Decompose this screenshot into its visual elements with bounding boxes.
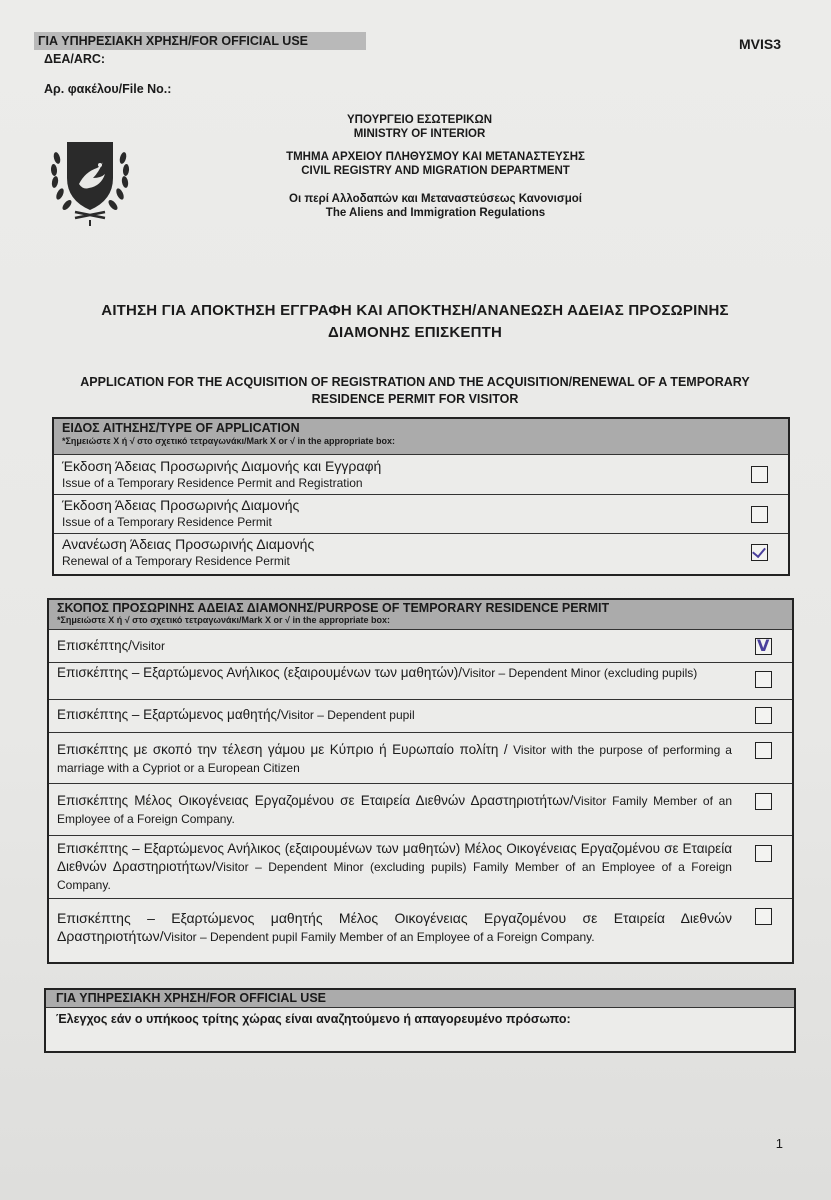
checkbox[interactable] xyxy=(755,845,772,862)
section-instruction: *Σημειώστε Χ ή √ στο σχετικό τετραγωνάκι/Mark X or √ in the appropriate box: xyxy=(62,436,395,446)
checkbox-checked[interactable] xyxy=(751,544,768,561)
official-use-section xyxy=(44,988,796,1053)
section-heading: ΓΙΑ ΥΠΗΡΕΣΙΑΚΗ ΧΡΗΣΗ/FOR OFFICIAL USE xyxy=(56,991,326,1005)
form-title-gr-line1: ΑΙΤΗΣΗ ΓΙΑ ΑΠΟΚΤΗΣΗ ΕΓΓΡΑΦΗ ΚΑΙ ΑΠΟΚΤΗΣΗ/ΑΝΑΝΕΩΣΗ ΑΔΕΙΑΣ ΠΡΟΣΩΡΙΝΗΣ xyxy=(101,302,729,319)
ministry-en: MINISTRY OF INTERIOR xyxy=(353,128,486,140)
option-label-en: Visitor with the purpose of performing a marriage with a Cypriot or a European Citizen xyxy=(57,743,732,775)
section-heading: ΣΚΟΠΟΣ ΠΡΟΣΩΡΙΝΗΣ ΑΔΕΙΑΣ ΔΙΑΜΟΝΗΣ/PURPOSE OF TEMPORARY RESIDENCE PERMIT xyxy=(57,601,610,615)
checkbox[interactable] xyxy=(751,466,768,483)
arc-label: ΔΕΑ/ARC: xyxy=(44,52,106,66)
checkbox[interactable] xyxy=(755,671,772,688)
option-label-gr: Επισκέπτης – Εξαρτώμενος μαθητής/ xyxy=(57,707,281,722)
file-no-label: Αρ. φακέλου/File No.: xyxy=(44,82,172,96)
option-label-en: Visitor – Dependent Minor (excluding pupils) xyxy=(462,666,698,680)
ministry-heading xyxy=(4,113,831,141)
option-label xyxy=(57,792,732,828)
option-label-gr: Επισκέπτης – Εξαρτώμενος μαθητής Μέλος Οικογένειας Εργαζομένου σε Εταιρεία Διεθνών Δραστηριοτήτων/ xyxy=(57,910,732,944)
official-use-check-text: Έλεγχος εάν ο υπήκοος τρίτης χώρας είναι αναζητούμενο ή απαγορευμένο πρόσωπο: xyxy=(56,1012,571,1026)
form-title-gr xyxy=(60,300,770,344)
option-label-en: Issue of a Temporary Residence Permit and Registration xyxy=(62,476,363,490)
checkbox[interactable] xyxy=(755,793,772,810)
option-label-gr: Έκδοση Άδειας Προσωρινής Διαμονής και Εγγραφή xyxy=(62,458,382,474)
department-en: CIVIL REGISTRY AND MIGRATION DEPARTMENT xyxy=(301,165,570,177)
department-gr: ΤΜΗΜΑ ΑΡΧΕΙΟΥ ΠΛΗΘΥΣΜΟΥ ΚΑΙ ΜΕΤΑΝΑΣΤΕΥΣΗΣ xyxy=(286,151,585,163)
section-header xyxy=(46,990,794,1008)
option-label-en: Renewal of a Temporary Residence Permit xyxy=(62,554,290,568)
purpose-option[interactable] xyxy=(49,663,792,700)
option-label-gr: Επισκέπτης – Εξαρτώμενος Ανήλικος (εξαιρουμένων των μαθητών)/ xyxy=(57,665,463,680)
option-label-en: Visitor Family Member of an Employee of a Foreign Company. xyxy=(57,794,733,826)
application-type-section xyxy=(52,417,790,576)
application-type-option[interactable] xyxy=(54,455,788,495)
form-title-en xyxy=(60,374,770,408)
ministry-gr: ΥΠΟΥΡΓΕΙΟ ΕΣΩΤΕΡΙΚΩΝ xyxy=(346,114,493,126)
option-label xyxy=(57,741,732,777)
option-label xyxy=(57,637,732,655)
option-label-en: Visitor – Dependent pupil Family Member of an Employee of a Foreign Company. xyxy=(163,930,595,944)
form-code: MVIS3 xyxy=(738,36,781,52)
section-instruction: *Σημειώστε Χ ή √ στο σχετικό τετραγωνάκι/Mark X or √ in the appropriate box: xyxy=(57,615,390,625)
option-label-en: Issue of a Temporary Residence Permit xyxy=(62,515,272,529)
purpose-option[interactable] xyxy=(49,630,792,663)
checkbox[interactable] xyxy=(755,742,772,759)
option-label-en: Visitor xyxy=(131,639,165,653)
form-title-gr-line2: ΔΙΑΜΟΝΗΣ ΕΠΙΣΚΕΠΤΗ xyxy=(327,324,503,341)
purpose-option[interactable] xyxy=(49,733,792,784)
option-label xyxy=(57,909,732,946)
regulations-heading xyxy=(20,192,831,220)
checkbox[interactable] xyxy=(755,908,772,925)
option-label-en: Visitor – Dependent Minor (excluding pupils) Family Member of an Employee of a Foreign Company. xyxy=(57,860,732,892)
department-heading xyxy=(20,150,831,178)
option-label xyxy=(57,840,732,894)
official-use-banner: ΓΙΑ ΥΠΗΡΕΣΙΑΚΗ ΧΡΗΣΗ/FOR OFFICIAL USE xyxy=(34,32,366,50)
form-title-en-line1: APPLICATION FOR THE ACQUISITION OF REGISTRATION AND THE ACQUISITION/RENEWAL OF A TEMPORARY xyxy=(80,375,750,389)
regulations-en: The Aliens and Immigration Regulations xyxy=(325,207,546,219)
option-label-gr: Επισκέπτης/ xyxy=(57,638,132,653)
purpose-option[interactable] xyxy=(49,899,792,959)
purpose-option[interactable] xyxy=(49,700,792,733)
option-label-gr: Επισκέπτης με σκοπό την τέλεση γάμου με Κύπριο ή Ευρωπαίο πολίτη / xyxy=(57,742,514,757)
purpose-option[interactable] xyxy=(49,784,792,836)
page-number: 1 xyxy=(775,1136,783,1151)
application-type-option[interactable] xyxy=(54,534,788,574)
option-label-en: Visitor – Dependent pupil xyxy=(280,708,415,722)
checkbox[interactable] xyxy=(755,707,772,724)
checkbox-checked[interactable] xyxy=(755,638,772,655)
option-label xyxy=(57,664,732,682)
section-header xyxy=(49,600,792,630)
option-label-gr: Ανανέωση Άδειας Προσωρινής Διαμονής xyxy=(62,536,315,552)
option-label-gr: Έκδοση Άδειας Προσωρινής Διαμονής xyxy=(62,497,300,513)
option-label-gr: Επισκέπτης Μέλος Οικογένειας Εργαζομένου σε Εταιρεία Διεθνών Δραστηριοτήτων/ xyxy=(57,793,574,808)
application-type-option[interactable] xyxy=(54,495,788,534)
section-header xyxy=(54,419,788,455)
option-label xyxy=(57,706,732,724)
form-title-en-line2: RESIDENCE PERMIT FOR VISITOR xyxy=(311,392,519,406)
purpose-option[interactable] xyxy=(49,836,792,899)
purpose-section xyxy=(47,598,794,964)
checkbox[interactable] xyxy=(751,506,768,523)
section-heading: ΕΙΔΟΣ ΑΙΤΗΣΗΣ/TYPE OF APPLICATION xyxy=(62,421,300,435)
option-label-gr: Επισκέπτης – Εξαρτώμενος Ανήλικος (εξαιρουμένων των μαθητών) Μέλος Οικογένειας Εργαζομένου σε Εταιρεία Διεθνών Δραστηριοτήτων/ xyxy=(57,841,732,874)
regulations-gr: Οι περί Αλλοδαπών και Μεταναστεύσεως Κανονισμοί xyxy=(289,193,582,205)
